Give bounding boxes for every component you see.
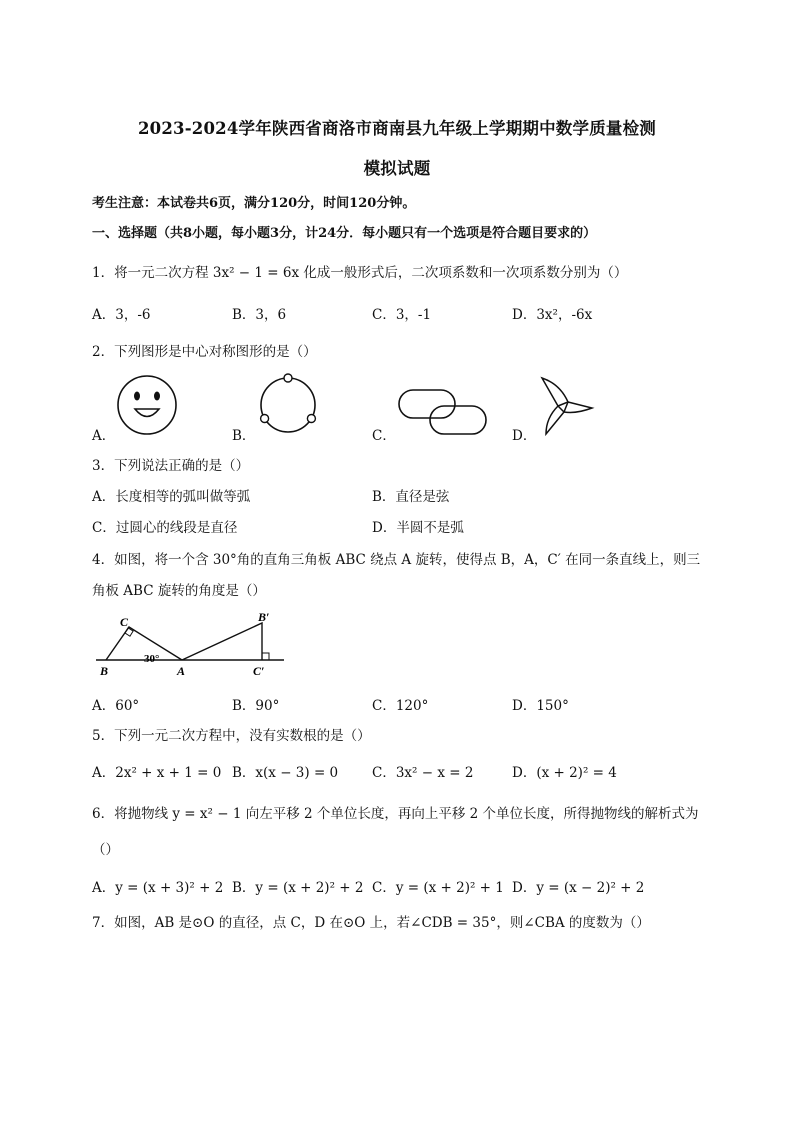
- question-4-option-b: B．90°: [232, 698, 280, 714]
- question-3-option-b: B．直径是弦: [372, 489, 450, 505]
- label-b: B: [100, 664, 109, 678]
- question-4-option-a: A．60°: [92, 698, 140, 714]
- question-2-option-a: A．: [92, 428, 116, 444]
- exam-notice: 考生注意：本试卷共6页，满分120分，时间120分钟。: [92, 196, 416, 211]
- question-4-stem-line2: 角板 ABC 旋转的角度是（）: [92, 583, 266, 599]
- question-5-option-c: C．3x² − x = 2: [372, 765, 474, 781]
- question-6-option-b: B．y = (x + 2)² + 2: [232, 880, 364, 896]
- label-b-prime: B′: [258, 610, 270, 624]
- question-3-stem: 3．下列说法正确的是（）: [92, 458, 250, 474]
- smiley-face-figure: [116, 374, 178, 436]
- question-2-stem: 2．下列图形是中心对称图形的是（）: [92, 344, 317, 360]
- question-6-option-c: C．y = (x + 2)² + 1: [372, 880, 504, 896]
- question-1-option-d: D．3x²，-6x: [512, 307, 593, 323]
- question-6-stem-line2: （）: [92, 842, 119, 858]
- question-1-stem: 1．将一元二次方程 3x² − 1 = 6x 化成一般形式后，二次项系数和一次项系数分别为（）: [92, 265, 628, 281]
- question-2-option-d: D．: [512, 428, 537, 444]
- label-c-prime: C′: [253, 664, 265, 678]
- question-6-option-d: D．y = (x − 2)² + 2: [512, 880, 645, 896]
- question-6-stem-line1: 6．将抛物线 y = x² − 1 向左平移 2 个单位长度，再向上平移 2 个单位长度，所得抛物线的解析式为: [92, 806, 699, 822]
- label-a: A: [177, 664, 186, 678]
- question-5-option-b: B．x(x − 3) = 0: [232, 765, 339, 781]
- question-5-stem: 5．下列一元二次方程中，没有实数根的是（）: [92, 728, 371, 744]
- circle-three-dots-figure: [254, 368, 322, 436]
- question-1-option-c: C．3，-1: [372, 307, 432, 323]
- question-6-option-a: A．y = (x + 3)² + 2: [92, 880, 224, 896]
- question-5-option-a: A．2x² + x + 1 = 0: [92, 765, 222, 781]
- question-2-option-b: B．: [232, 428, 256, 444]
- linked-rings-figure: [396, 386, 490, 438]
- question-2-option-c: C．: [372, 428, 396, 444]
- three-blade-figure: [534, 374, 596, 438]
- question-4-stem-line1: 4．如图，将一个含 30°角的直角三角板 ABC 绕点 A 旋转，使得点 B，A，C′ 在同一条直线上，则三: [92, 552, 701, 568]
- question-1-option-a: A．3，-6: [92, 307, 151, 323]
- question-7-stem: 7．如图，AB 是⊙O 的直径，点 C，D 在⊙O 上，若∠CDB = 35°，则∠CBA 的度数为（）: [92, 915, 650, 931]
- exam-title-line2: 模拟试题: [363, 159, 431, 178]
- exam-title-line1: 2023-2024学年陕西省商洛市商南县九年级上学期期中数学质量检测: [138, 119, 656, 138]
- question-3-option-c: C．过圆心的线段是直径: [92, 520, 238, 536]
- question-4-option-d: D．150°: [512, 698, 569, 714]
- label-angle-30: 30°: [144, 653, 160, 665]
- question-4-option-c: C．120°: [372, 698, 429, 714]
- question-1-option-b: B．3，6: [232, 307, 287, 323]
- section-heading-choice: 一、选择题（共8小题，每小题3分，计24分．每小题只有一个选项是符合题目要求的）: [92, 226, 597, 241]
- question-3-option-d: D．半圆不是弧: [372, 520, 464, 536]
- label-c: C: [120, 615, 129, 629]
- question-5-option-d: D．(x + 2)² = 4: [512, 765, 617, 781]
- rotation-triangle-figure: [92, 605, 292, 680]
- question-3-option-a: A．长度相等的弧叫做等弧: [92, 489, 251, 505]
